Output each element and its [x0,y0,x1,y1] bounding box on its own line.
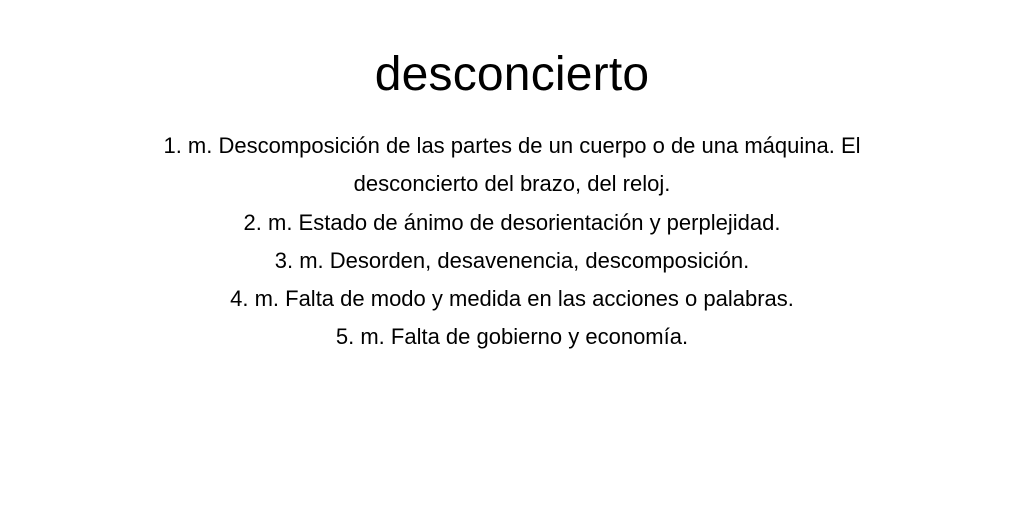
definition-item: 2. m. Estado de ánimo de desorientación y perplejidad. [243,209,781,235]
definition-item: 3. m. Desorden, desavenencia, descomposición. [274,247,750,273]
definition-item: 1. m. Descomposición de las partes de un cuerpo o de una máquina. El desconcierto del brazo, del reloj. [163,133,861,197]
definition-item: 5. m. Falta de gobierno y economía. [335,324,689,350]
definition-item: 4. m. Falta de modo y medida en las acciones o palabras. [230,286,794,312]
headword-title: desconcierto [374,48,650,101]
definition-list [0,127,1024,357]
